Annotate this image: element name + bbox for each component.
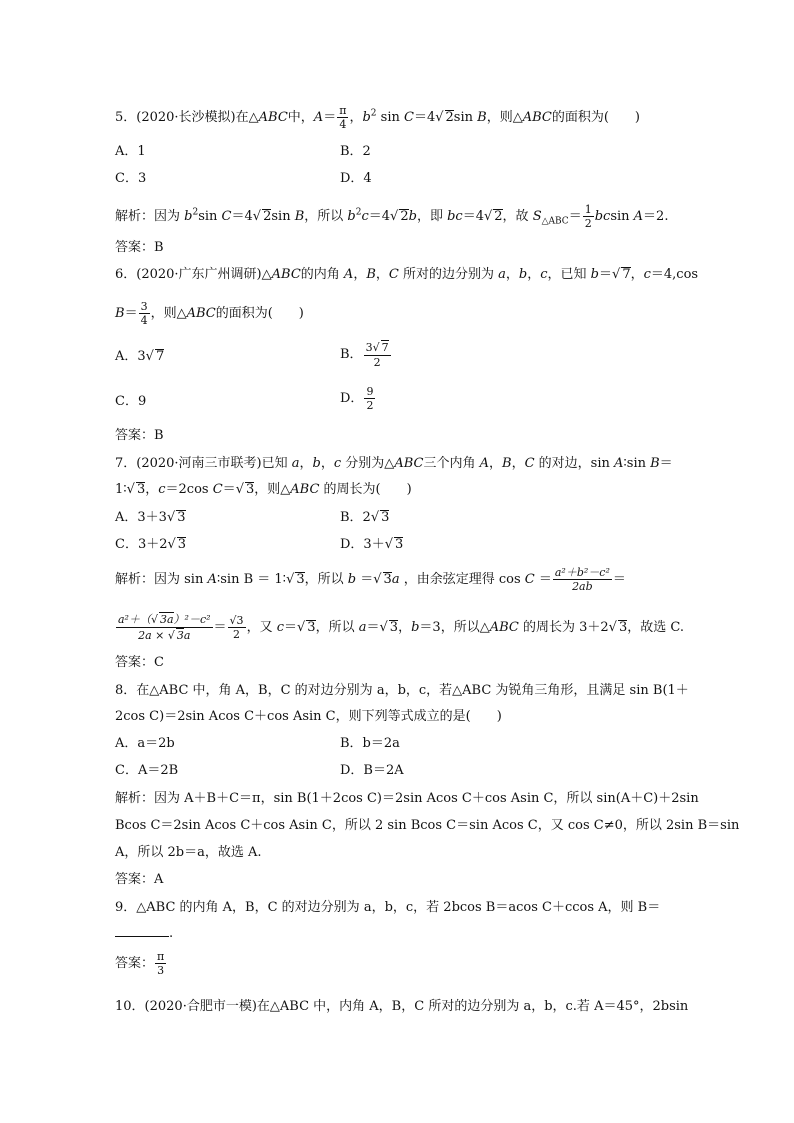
q5-option-c: C．3 xyxy=(115,171,147,186)
q5-option-d: D．4 xyxy=(340,171,372,186)
q5-option-a: A．1 xyxy=(115,144,146,159)
q7-solution-line2: $\frac{\text{a²＋（√ 3a）²－c²}}{2a \times √ 3a}$ ＝ $\frac{√3}{2}$ ，又 c＝√ 3，所以 a＝√ 3，b＝3，所以△ABC 的周长为 3＋2√ 3，故选 C. xyxy=(118,613,684,642)
q7-stem-line1: 7．(2020·河南三市联考)已知 a，b，c 分别为△ABC三个内角 A，B，C 的对边，sin A∶sin B＝ xyxy=(115,456,673,471)
q6-stem-line1: 6．(2020·广东广州调研)△ABC的内角 A，B，C 所对的边分别为 a，b，c，已知 b＝√ 7，c＝4,cos xyxy=(115,267,699,282)
q8-option-b: B．b＝2a xyxy=(340,736,400,751)
q6-option-d: D． $\frac{9}{2}$ xyxy=(340,385,374,412)
q7-option-c: C．3＋2√ 3 xyxy=(115,537,187,552)
answer-blank xyxy=(115,924,169,937)
q7-option-d: D．3＋√ 3 xyxy=(340,537,404,552)
q8-solution-line1: 解析：因为 A＋B＋C＝π，sin B(1＋2cos C)＝2sin Acos C＋cos Asin C，所以 sin(A＋C)＋2sin xyxy=(115,791,699,806)
q8-stem-line2: 2cos C)＝2sin Acos C＋cos Asin C，则下列等式成立的是( ) xyxy=(115,709,502,724)
q9-stem-line1: 9．△ABC 的内角 A，B，C 的对边分别为 a，b，c，若 2bcos B＝acos C＋ccos A，则 B＝ xyxy=(115,900,661,915)
q5-stem: 5．(2020·长沙模拟)在△ABC中，A＝ $\frac{\pi}{4}$ ，$b^2$ sin C＝4√ 2sin B，则△ABC的面积为( ) xyxy=(115,104,640,131)
q7-stem-line2: 1∶√ 3，c＝2cos C＝√ 3，则△ABC 的周长为( ) xyxy=(115,482,412,497)
q5-option-b: B．2 xyxy=(340,144,371,159)
q8-solution-line3: A，所以 2b＝a，故选 A. xyxy=(115,845,262,860)
q6-option-c: C．9 xyxy=(115,394,147,409)
q7-solution-line1: 解析：因为 sin A∶sin B ＝ 1∶√ 3，所以 b ＝√ 3a ，由余弦定理得 cos C ＝ $\frac{\text{a²＋b²－c²}}{2ab}$ ＝ xyxy=(115,566,626,593)
q8-option-a: A．a＝2b xyxy=(115,736,175,751)
q7-answer: 答案：C xyxy=(115,655,164,670)
q10-stem-line1: 10．(2020·合肥市一模)在△ABC 中，内角 A，B，C 所对的边分别为 a，b，c.若 A＝45°，2bsin xyxy=(115,999,689,1014)
q7-option-a: A．3＋3√ 3 xyxy=(115,510,186,525)
q6-option-b: B． $\frac{3√ 7}{2}$ xyxy=(340,341,389,369)
q5-solution: 解析：因为 $b^2\sin$ C＝4√ 2sin B，所以 $b^2c=4√$ 2b，即 bc＝4√ 2，故 $S_{\triangle ABC}=$ $\frac{1}{2}$ bcsin A＝2. xyxy=(115,203,669,230)
q8-option-d: D．B＝2A xyxy=(340,763,404,778)
fraction: $\frac{\pi}{4}$ xyxy=(339,104,347,131)
q9-answer: 答案： $\frac{\pi}{3}$ xyxy=(115,950,165,977)
q6-answer: 答案：B xyxy=(115,428,164,443)
q6-option-a: A．3√ 7 xyxy=(115,349,165,364)
q9-stem-line2: . xyxy=(115,924,173,943)
q6-stem-line2: B＝ $\frac{3}{4}$ ，则△ABC的面积为( ) xyxy=(115,300,304,327)
q7-option-b: B．2√ 3 xyxy=(340,510,390,525)
q8-solution-line2: Bcos C＝2sin Acos C＋cos Asin C，所以 2 sin Bcos C＝sin Acos C，又 cos C≠0，所以 2sin B＝sin xyxy=(115,818,740,833)
q8-answer: 答案：A xyxy=(115,872,164,887)
q5-answer: 答案：B xyxy=(115,240,164,255)
q8-option-c: C．A＝2B xyxy=(115,763,179,778)
q8-stem-line1: 8．在△ABC 中，角 A，B，C 的对边分别为 a，b，c，若△ABC 为锐角三角形，且满足 sin B(1＋ xyxy=(115,683,689,698)
